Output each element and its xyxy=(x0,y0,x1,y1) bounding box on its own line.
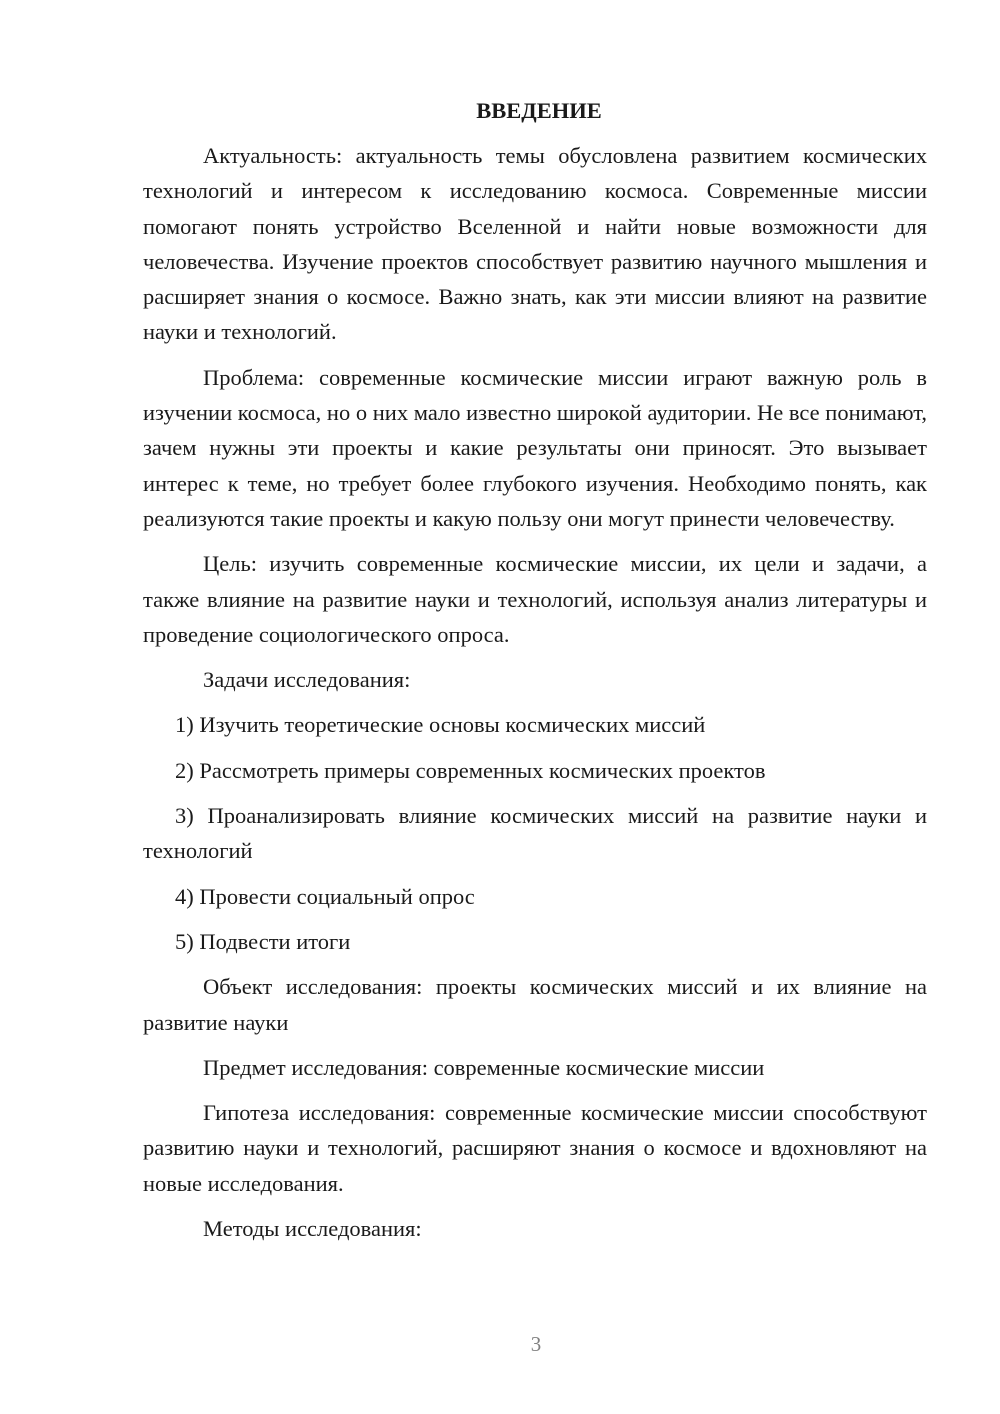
relevance-paragraph: Актуальность: актуальность темы обусловлена развитием космических технологий и интересом к исследованию космоса. Современные миссии помогают понять устройство Вселенной и найти новые возможности для человечества. Изучение проектов способствует развитию научного мышления и расширяет знания о космосе. Важно знать, как эти миссии влияют на развитие науки и технологий. xyxy=(143,143,927,345)
task-item: 1) Изучить теоретические основы космических миссий xyxy=(175,712,706,738)
task-item: 5) Подвести итоги xyxy=(175,928,351,954)
problem-paragraph: Проблема: современные космические миссии играют важную роль в изучении космоса, но о них мало известно широкой аудитории. Не все понимают, зачем нужны эти проекты и какие результаты они приносят. Это вызывает интерес к теме, но требует более глубокого изучения. Необходимо понять, как реализуются такие проекты и какую пользу они могут принести человечеству. xyxy=(143,364,927,531)
task-item: 4) Провести социальный опрос xyxy=(175,883,475,909)
section-heading: ВВЕДЕНИЕ xyxy=(476,98,602,123)
object-paragraph: Объект исследования: проекты космических миссий и их влияние на развитие науки xyxy=(143,974,927,1035)
page-number: 3 xyxy=(530,1332,542,1356)
task-item: 3) Проанализировать влияние космических миссий на развитие науки и технологий xyxy=(143,803,927,864)
goal-paragraph: Цель: изучить современные космические миссии, их цели и задачи, а также влияние на развитие науки и технологий, используя анализ литературы и проведение социологического опроса. xyxy=(143,551,927,647)
subject-paragraph: Предмет исследования: современные космические миссии xyxy=(203,1054,765,1080)
task-item: 2) Рассмотреть примеры современных космических проектов xyxy=(175,757,766,783)
page-content xyxy=(143,93,927,1256)
hypothesis-paragraph: Гипотеза исследования: современные космические миссии способствуют развитию науки и технологий, расширяют знания о космосе и вдохновляют на новые исследования. xyxy=(143,1100,927,1196)
methods-title: Методы исследования: xyxy=(203,1216,422,1242)
tasks-title: Задачи исследования: xyxy=(203,667,411,693)
